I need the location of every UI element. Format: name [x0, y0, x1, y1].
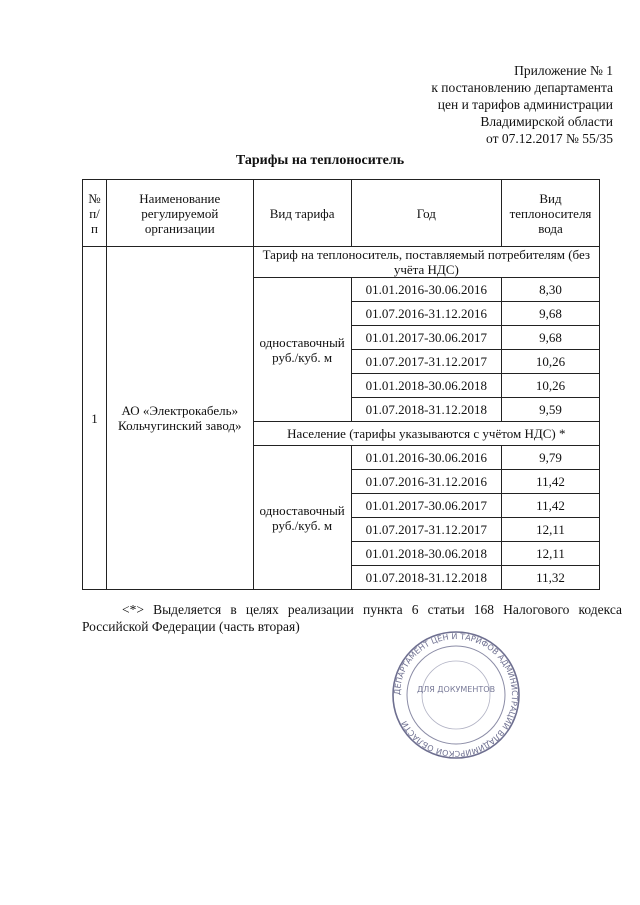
tariff-table	[82, 179, 600, 590]
period-cell: 01.07.2016-31.12.2016	[351, 302, 501, 326]
value-cell: 11,42	[502, 494, 600, 518]
official-seal-stamp	[388, 630, 524, 760]
period-cell: 01.07.2018-31.12.2018	[351, 398, 501, 422]
value-cell: 12,11	[502, 518, 600, 542]
header-line: Приложение № 1	[514, 63, 613, 78]
period-cell: 01.01.2016-30.06.2016	[351, 278, 501, 302]
tariff-type: одноставочный руб./куб. м	[253, 446, 351, 590]
value-cell: 11,32	[502, 566, 600, 590]
period-cell: 01.01.2017-30.06.2017	[351, 326, 501, 350]
value-cell: 8,30	[502, 278, 600, 302]
stamp-inner-text: ДЛЯ ДОКУМЕНТОВ	[416, 685, 496, 694]
header-line: от 07.12.2017 № 55/35	[486, 131, 613, 146]
period-cell: 01.07.2017-31.12.2017	[351, 518, 501, 542]
header-line: к постановлению департамента	[431, 80, 613, 95]
header-year: Год	[351, 180, 501, 247]
value-cell: 9,68	[502, 326, 600, 350]
stamp-outer-text: ДЕПАРТАМЕНТ ЦЕН И ТАРИФОВ АДМИНИСТРАЦИИ ВЛАДИМИРСКОЙ ОБЛАСТИ	[392, 631, 520, 759]
table-header-row	[83, 180, 600, 247]
period-cell: 01.07.2016-31.12.2016	[351, 470, 501, 494]
period-cell: 01.07.2018-31.12.2018	[351, 566, 501, 590]
header-line: Владимирской области	[480, 114, 613, 129]
row-number: 1	[83, 247, 107, 590]
value-cell: 9,68	[502, 302, 600, 326]
tariff-type: одноставочный руб./куб. м	[253, 278, 351, 422]
header-type: Вид тарифа	[253, 180, 351, 247]
header-line: цен и тарифов администрации	[437, 97, 613, 112]
header-carrier: Вид теплоносителя вода	[502, 180, 600, 247]
value-cell: 9,59	[502, 398, 600, 422]
section-title: Население (тарифы указываются с учётом НДС) *	[253, 422, 599, 446]
section-title: Тариф на теплоноситель, поставляемый потребителям (без учёта НДС)	[253, 247, 599, 278]
organization-name: АО «Электрокабель» Кольчугинский завод»	[106, 247, 253, 590]
period-cell: 01.01.2018-30.06.2018	[351, 374, 501, 398]
value-cell: 9,79	[502, 446, 600, 470]
section-title-row	[83, 247, 600, 278]
header-num: № п/п	[83, 180, 107, 247]
document-title: Тарифы на теплоноситель	[235, 153, 405, 168]
period-cell: 01.01.2016-30.06.2016	[351, 446, 501, 470]
footnote: <*> Выделяется в целях реализации пункта 6 статьи 168 Налогового кодекса Российской Федерации (часть вторая)	[82, 602, 622, 634]
period-cell: 01.07.2017-31.12.2017	[351, 350, 501, 374]
value-cell: 10,26	[502, 350, 600, 374]
document-header	[431, 62, 613, 147]
period-cell: 01.01.2018-30.06.2018	[351, 542, 501, 566]
header-org: Наименование регулируемой организации	[106, 180, 253, 247]
value-cell: 11,42	[502, 470, 600, 494]
value-cell: 12,11	[502, 542, 600, 566]
value-cell: 10,26	[502, 374, 600, 398]
period-cell: 01.01.2017-30.06.2017	[351, 494, 501, 518]
